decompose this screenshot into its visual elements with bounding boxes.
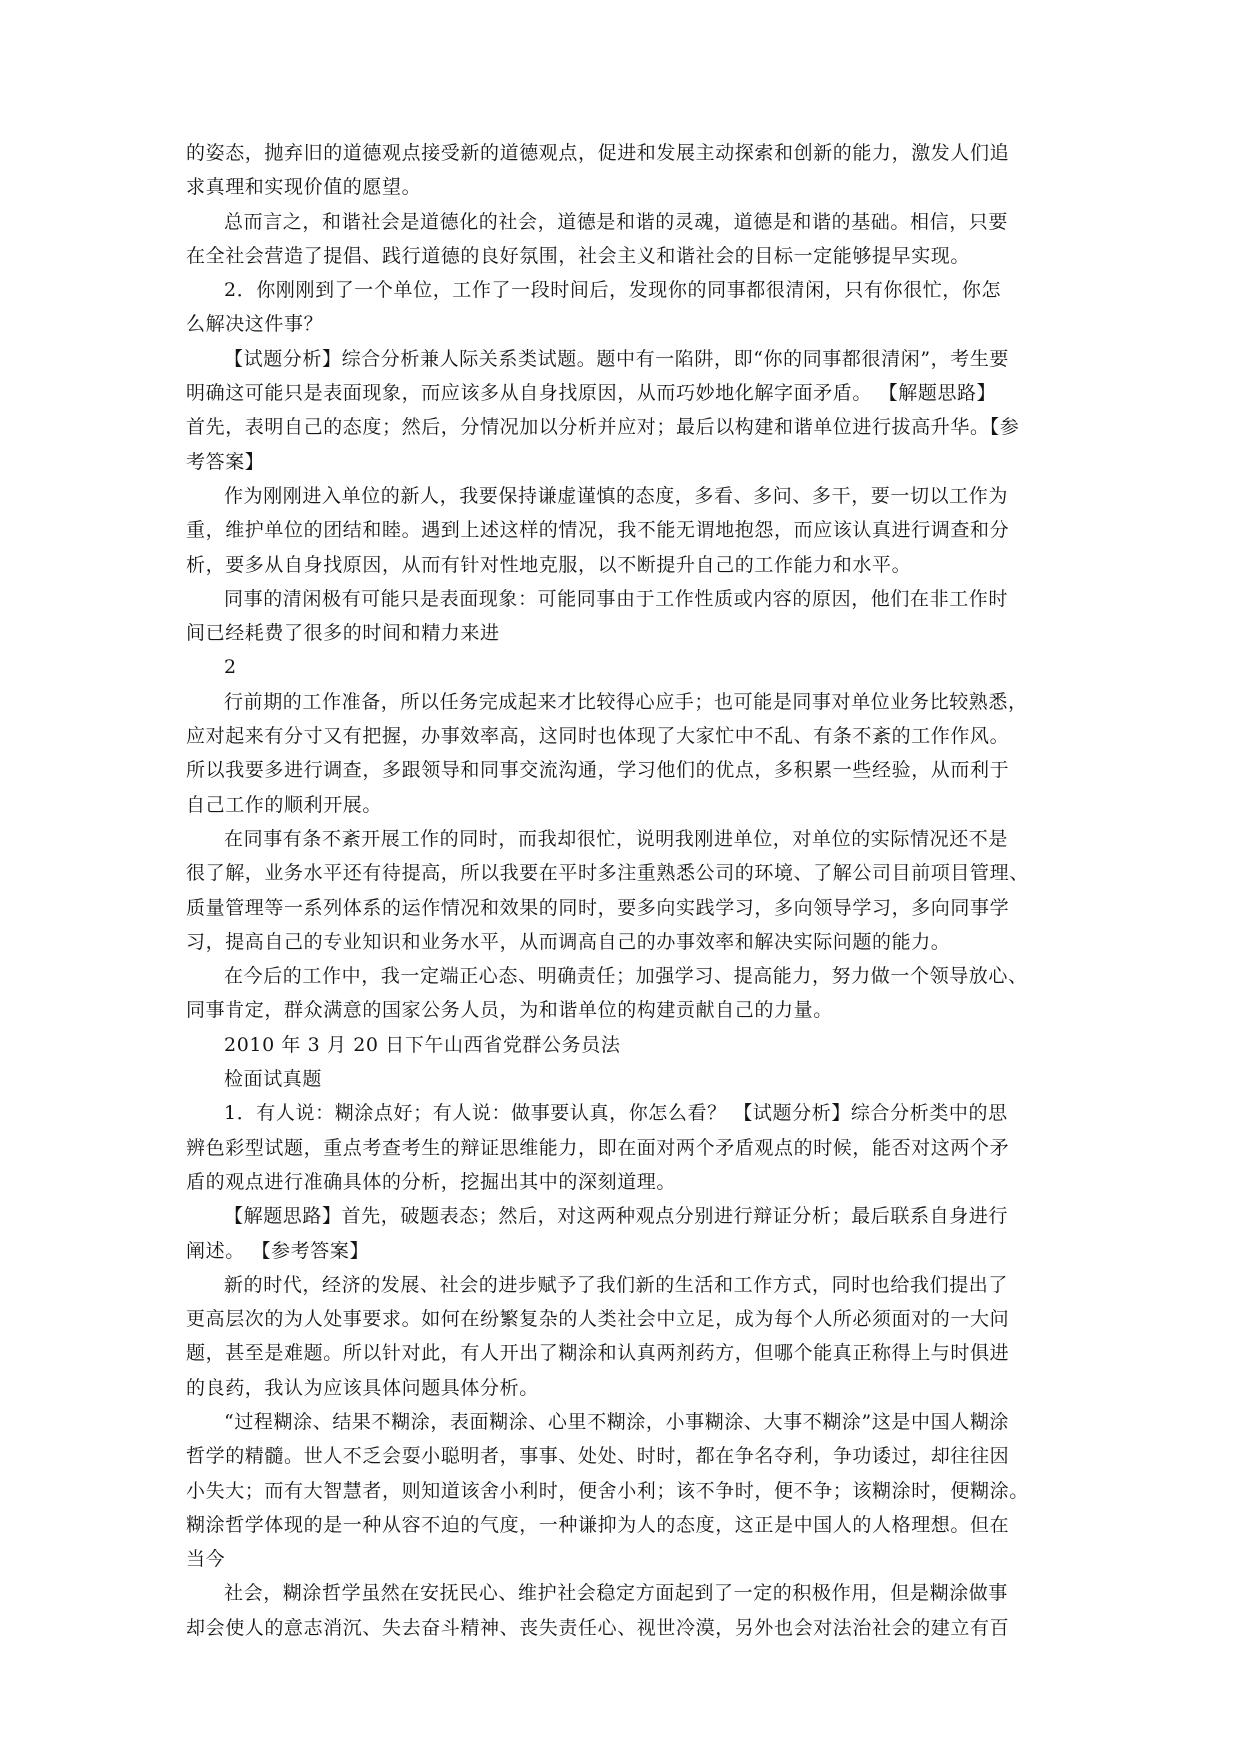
section-title: 检面试真题 xyxy=(224,1068,323,1091)
text-line: 当今 xyxy=(186,1548,226,1571)
text-line: 总而言之，和谐社会是道德化的社会，道德是和谐的灵魂，道德是和谐的基础。相信，只要 xyxy=(224,210,1009,233)
text-line: 质量管理等一系列体系的运作情况和效果的同时，要多向实践学习，多向领导学习，多向同事学 xyxy=(186,896,1010,919)
text-line: 所以我要多进行调查，多跟领导和同事交流沟通，学习他们的优点，多积累一些经验，从而利于 xyxy=(186,759,1010,782)
text-line: 同事肯定，群众满意的国家公务人员，为和谐单位的构建贡献自己的力量。 xyxy=(186,999,833,1022)
question-heading: 1．有人说：糊涂点好；有人说：做事要认真，你怎么看？ 【试题分析】综合分析类中的思 xyxy=(224,1102,1008,1125)
text-line: 盾的观点进行准确具体的分析，挖掘出其中的深刻道理。 xyxy=(186,1170,677,1193)
text-line: 同事的清闲极有可能只是表面现象：可能同事由于工作性质或内容的原因，他们在非工作时 xyxy=(224,587,1009,610)
text-line: 的良药，我认为应该具体问题具体分析。 xyxy=(186,1376,539,1399)
analysis-line: 【试题分析】综合分析兼人际关系类试题。题中有一陷阱，即“你的同事都很清闲”，考生要 xyxy=(224,347,1010,370)
text-line: 却会使人的意志消沉、失去奋斗精神、丧失责任心、视世冷漠，另外也会对法治社会的建立有百 xyxy=(186,1616,1010,1639)
text-line: 明确这可能只是表面现象，而应该多从自身找原因，从而巧妙地化解字面矛盾。 【解题思路】 xyxy=(186,382,997,405)
text-line: 在同事有条不紊开展工作的同时，而我却很忙，说明我刚进单位，对单位的实际情况还不是 xyxy=(224,827,1009,850)
text-line: 社会，糊涂哲学虽然在安抚民心、维护社会稳定方面起到了一定的积极作用，但是糊涂做事 xyxy=(224,1582,1009,1605)
text-line: 析，要多从自身找原因，从而有针对性地克服，以不断提升自己的工作能力和水平。 xyxy=(186,553,912,576)
text-line: 题，甚至是难题。所以针对此，有人开出了糊涂和认真两剂药方，但哪个能真正称得上与时俱进 xyxy=(186,1342,1010,1365)
text-line: 间已经耗费了很多的时间和精力来进 xyxy=(186,622,500,645)
text-line: 首先，表明自己的态度；然后，分情况加以分析并应对；最后以构建和谐单位进行拔高升华。【参 xyxy=(186,416,1020,439)
text-line: 更高层次的为人处事要求。如何在纷繁复杂的人类社会中立足，成为每个人所必须面对的一大问 xyxy=(186,1308,1010,1331)
text-line: 考答案】 xyxy=(186,450,265,473)
text-line: 辨色彩型试题，重点考查考生的辩证思维能力，即在面对两个矛盾观点的时候，能否对这两个矛 xyxy=(186,1136,1010,1159)
text-line: 在全社会营造了提倡、践行道德的良好氛围，社会主义和谐社会的目标一定能够提早实现。 xyxy=(186,244,971,267)
text-line: 自己工作的顺利开展。 xyxy=(186,793,383,816)
text-line: 阐述。 【参考答案】 xyxy=(186,1239,370,1262)
text-line: 很了解，业务水平还有待提高，所以我要在平时多注重熟悉公司的环境、了解公司目前项目管理、 xyxy=(186,862,1029,885)
text-line: 应对起来有分寸又有把握，办事效率高，这同时也体现了大家忙中不乱、有条不紊的工作作风。 xyxy=(186,725,1010,748)
text-line: 习，提高自己的专业知识和业务水平，从而调高自己的办事效率和解决实际问题的能力。 xyxy=(186,930,951,953)
text-line: 重，维护单位的团结和睦。遇到上述这样的情况，我不能无谓地抱怨，而应该认真进行调查和分 xyxy=(186,519,1010,542)
text-line: 糊涂哲学体现的是一种从容不迫的气度，一种谦抑为人的态度，这正是中国人的人格理想。但在 xyxy=(186,1513,1010,1536)
question-heading: 2．你刚刚到了一个单位，工作了一段时间后，发现你的同事都很清闲，只有你很忙，你怎 xyxy=(224,279,1002,302)
page-number: 2 xyxy=(224,656,237,679)
text-line: 作为刚刚进入单位的新人，我要保持谦虚谨慎的态度，多看、多问、多干，要一切以工作为 xyxy=(224,484,1009,507)
text-line: 在今后的工作中，我一定端正心态、明确责任；加强学习、提高能力，努力做一个领导放心、 xyxy=(224,965,1028,988)
text-line: 哲学的精髓。世人不乏会耍小聪明者，事事、处处、时时，都在争名夺利，争功诿过，却往往因 xyxy=(186,1445,1010,1468)
text-line: 行前期的工作准备，所以任务完成起来才比较得心应手；也可能是同事对单位业务比较熟悉， xyxy=(224,690,1028,713)
text-line: “过程糊涂、结果不糊涂，表面糊涂、心里不糊涂，小事糊涂、大事不糊涂”这是中国人糊涂 xyxy=(224,1410,1010,1433)
text-line: 【解题思路】首先，破题表态；然后，对这两种观点分别进行辩证分析；最后联系自身进行 xyxy=(224,1205,1009,1228)
text-line: 小失大；而有大智慧者，则知道该舍小利时，便舍小利；该不争时，便不争；该糊涂时，便糊涂。 xyxy=(186,1479,1029,1502)
text-line: 么解决这件事？ xyxy=(186,313,324,336)
text-line: 新的时代，经济的发展、社会的进步赋予了我们新的生活和工作方式，同时也给我们提出了 xyxy=(224,1273,1009,1296)
section-title: 2010 年 3 月 20 日下午山西省党群公务员法 xyxy=(224,1033,621,1056)
text-line: 的姿态，抛弃旧的道德观点接受新的道德观点，促进和发展主动探索和创新的能力，激发人们追 xyxy=(186,142,1010,164)
document-page xyxy=(186,136,1054,1645)
text-line: 求真理和实现价值的愿望。 xyxy=(186,176,422,199)
